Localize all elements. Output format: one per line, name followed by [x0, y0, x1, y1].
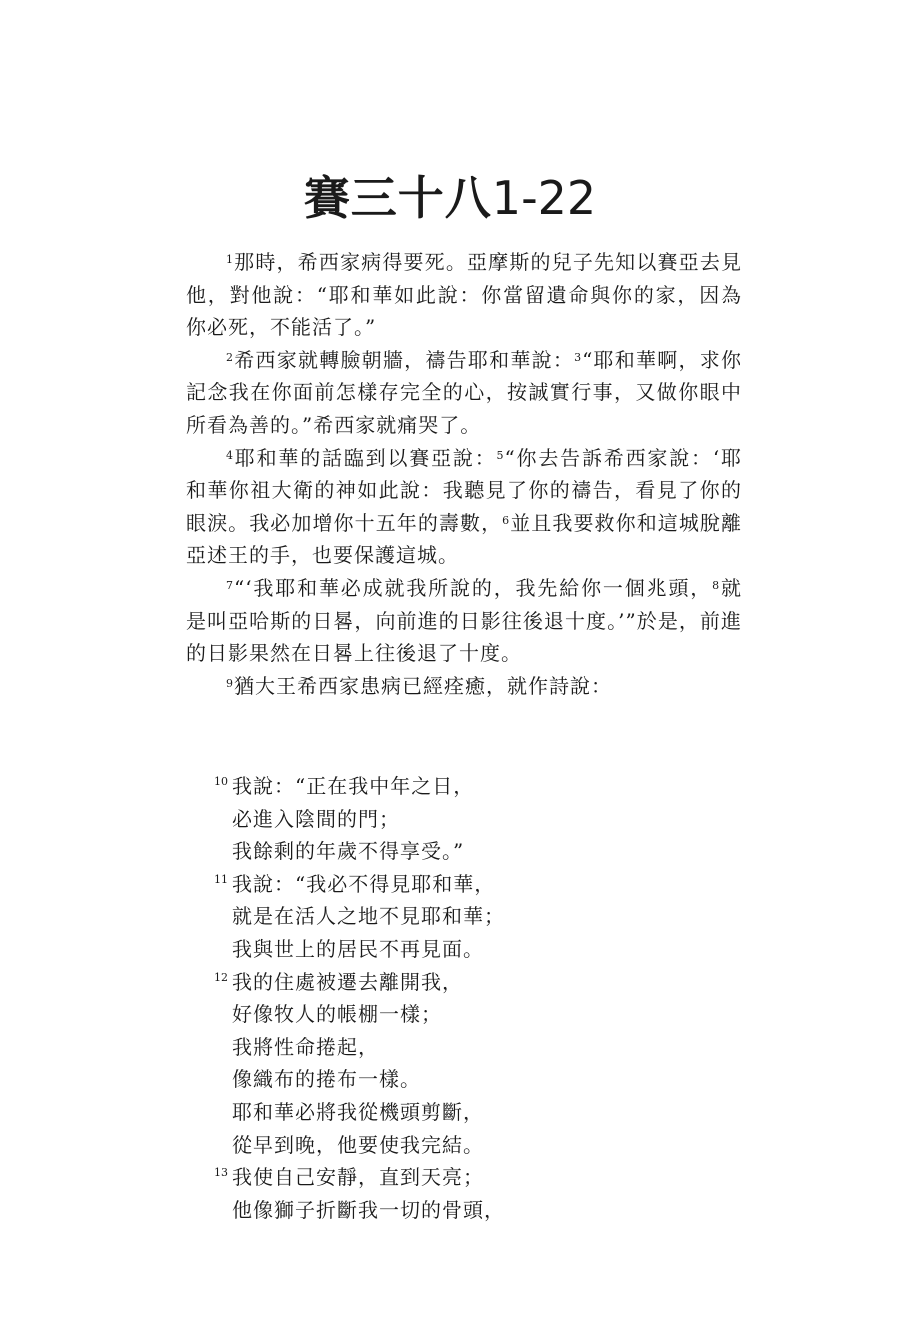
- poem-line: [214, 1063, 734, 1096]
- verse-number: 11: [214, 872, 228, 886]
- poem-line-text: 從早到晚，他要使我完結。: [232, 1132, 484, 1157]
- poem-line-text: 像織布的捲布一樣。: [232, 1067, 421, 1092]
- verse-number: 4: [226, 448, 233, 462]
- paragraph: [186, 572, 742, 670]
- paragraph: [186, 246, 742, 344]
- verse-number: 3: [574, 350, 582, 364]
- poem-line: [214, 1161, 734, 1194]
- poem-line-text: 我使自己安靜，直到天亮；: [232, 1165, 484, 1190]
- poem-line: [214, 770, 734, 803]
- verse-text: “你去告訴希西家說：‘耶和華你祖大衛的神如此說：我聽見了你的禱告，看見了你的眼淚。我必加增你十五年的壽數，: [186, 445, 742, 535]
- title-reference: 1-22: [491, 170, 597, 225]
- verse-text: 希西家就轉臉朝牆，禱告耶和華說：: [234, 347, 575, 372]
- verse-number: 10: [214, 775, 228, 788]
- poem-line: [214, 933, 734, 966]
- poem-line: [214, 1031, 734, 1064]
- verse-text: “耶和華啊，求你記念我在你面前怎樣存完全的心，按誠實行事，又做你眼中所看為善的。”希西家就痛哭了。: [186, 347, 742, 437]
- poem-line: [214, 1194, 734, 1227]
- verse-number: 1: [226, 253, 233, 266]
- poem-line: [214, 803, 734, 836]
- poem-line-text: 他像獅子折斷我一切的骨頭，: [232, 1197, 505, 1222]
- verse-text: 並且我要救你和這城脫離亞述王的手，也要保護這城。: [186, 510, 743, 568]
- verse-number: 13: [214, 1166, 228, 1180]
- poem-line-text: 就是在活人之地不見耶和華；: [232, 904, 505, 929]
- poem-line: [214, 900, 734, 933]
- poem-section: [214, 770, 734, 1226]
- poem-line-text: 好像牧人的帳棚一樣；: [232, 1002, 442, 1027]
- verse-text: 猶大王希西家患病已經痊癒，就作詩說：: [234, 673, 612, 698]
- verse-number: 2: [226, 350, 233, 364]
- title-book: 賽三十八: [303, 170, 492, 225]
- prose-section: [186, 246, 742, 702]
- poem-line: [214, 998, 734, 1031]
- poem-line: [214, 1096, 734, 1129]
- verse-text: 那時，希西家病得要死。亞摩斯的兒子先知以賽亞去見他，對他說：“耶和華如此說：你當留遺命與你的家，因為你必死，不能活了。”: [186, 250, 742, 340]
- poem-line-text: 必進入陰間的門；: [232, 806, 400, 831]
- poem-line-text: 我餘剩的年歲不得享受。”: [232, 839, 465, 864]
- poem-line: [214, 868, 734, 901]
- verse-text: “‘我耶和華必成就我所說的，我先給你一個兆頭，: [234, 575, 713, 600]
- verse-number: 9: [226, 676, 233, 690]
- verse-text: 耶和華的話臨到以賽亞說：: [234, 445, 497, 470]
- poem-line-text: 我的住處被遷去離開我，: [232, 969, 463, 994]
- poem-line-text: 我與世上的居民不再見面。: [232, 936, 484, 961]
- poem-line: [214, 966, 734, 999]
- page-title: [0, 171, 900, 226]
- poem-line-text: 我說：“正在我中年之日，: [232, 774, 475, 798]
- verse-text: 就是叫亞哈斯的日晷，向前進的日影往後退十度。’”於是，前進的日影果然在日晷上往後退了十度。: [186, 575, 742, 666]
- verse-number: 12: [214, 970, 228, 984]
- paragraph: [186, 344, 742, 442]
- poem-line-text: 耶和華必將我從機頭剪斷，: [232, 1099, 484, 1124]
- poem-line: [214, 835, 734, 868]
- verse-number: 5: [496, 448, 504, 462]
- poem-line-text: 我將性命捲起，: [232, 1034, 379, 1059]
- poem-line-text: 我說：“我必不得見耶和華，: [232, 871, 496, 896]
- paragraph: [186, 670, 742, 703]
- paragraph: [186, 442, 742, 572]
- verse-number: 8: [712, 578, 720, 592]
- poem-line: [214, 1129, 734, 1162]
- verse-number: 6: [502, 513, 510, 527]
- verse-number: 7: [226, 578, 233, 592]
